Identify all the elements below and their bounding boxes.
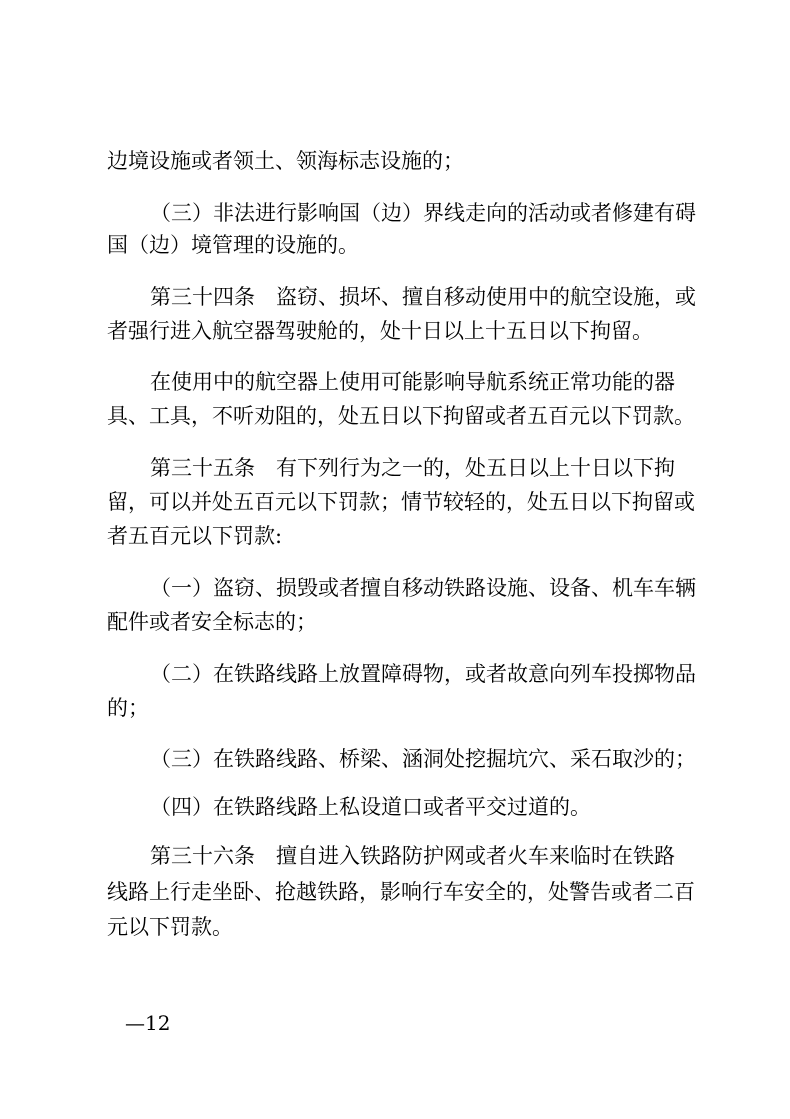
line-text: 第三十六条 擅自进入铁路防护网或者火车来临时在铁路 (150, 844, 675, 868)
page-number: —12 (125, 1011, 171, 1035)
line-text: （二）在铁路线路上放置障碍物，或者故意向列车投掷物品 (150, 662, 696, 686)
line-text: （三）非法进行影响国（边）界线走向的活动或者修建有碍 (150, 201, 696, 225)
text-line (0, 792, 790, 822)
text-line (0, 573, 790, 603)
text-line (0, 198, 790, 228)
text-line (0, 607, 790, 637)
text-line (0, 659, 790, 689)
line-text: 第三十五条 有下列行为之一的，处五日以上十日以下拘 (150, 456, 675, 480)
text-line (0, 521, 790, 551)
text-line (0, 744, 790, 774)
text-line (0, 487, 790, 517)
text-line (0, 316, 790, 346)
line-text: 具、工具，不听劝阻的，处五日以下拘留或者五百元以下罚款。 (107, 404, 695, 428)
line-text: 的； (107, 696, 149, 720)
line-text: （四）在铁路线路上私设道口或者平交过道的。 (150, 795, 591, 819)
text-line (0, 693, 790, 723)
line-text: （三）在铁路线路、桥梁、涵洞处挖掘坑穴、采石取沙的； (150, 747, 696, 771)
text-line (0, 367, 790, 397)
line-text: 第三十四条 盗窃、损坏、擅自移动使用中的航空设施，或 (150, 285, 696, 309)
line-text: 配件或者安全标志的； (107, 610, 317, 634)
line-text: 线路上行走坐卧、抢越铁路，影响行车安全的，处警告或者二百 (107, 880, 695, 904)
line-text: 者强行进入航空器驾驶舱的，处十日以上十五日以下拘留。 (107, 319, 653, 343)
text-line (0, 401, 790, 431)
line-text: 者五百元以下罚款: (107, 524, 283, 548)
text-line (0, 230, 790, 260)
text-line (0, 912, 790, 942)
text-line (0, 453, 790, 483)
text-line (0, 877, 790, 907)
line-text: （一）盗窃、损毁或者擅自移动铁路设施、设备、机车车辆 (150, 576, 696, 600)
text-line (0, 146, 790, 176)
line-text: 在使用中的航空器上使用可能影响导航系统正常功能的器 (150, 370, 675, 394)
text-line (0, 841, 790, 871)
text-line (0, 282, 790, 312)
line-text: 边境设施或者领土、领海标志设施的； (107, 149, 464, 173)
line-text: 国（边）境管理的设施的。 (107, 233, 359, 257)
line-text: 留，可以并处五百元以下罚款；情节较轻的，处五日以下拘留或 (107, 490, 695, 514)
line-text: 元以下罚款。 (107, 915, 233, 939)
